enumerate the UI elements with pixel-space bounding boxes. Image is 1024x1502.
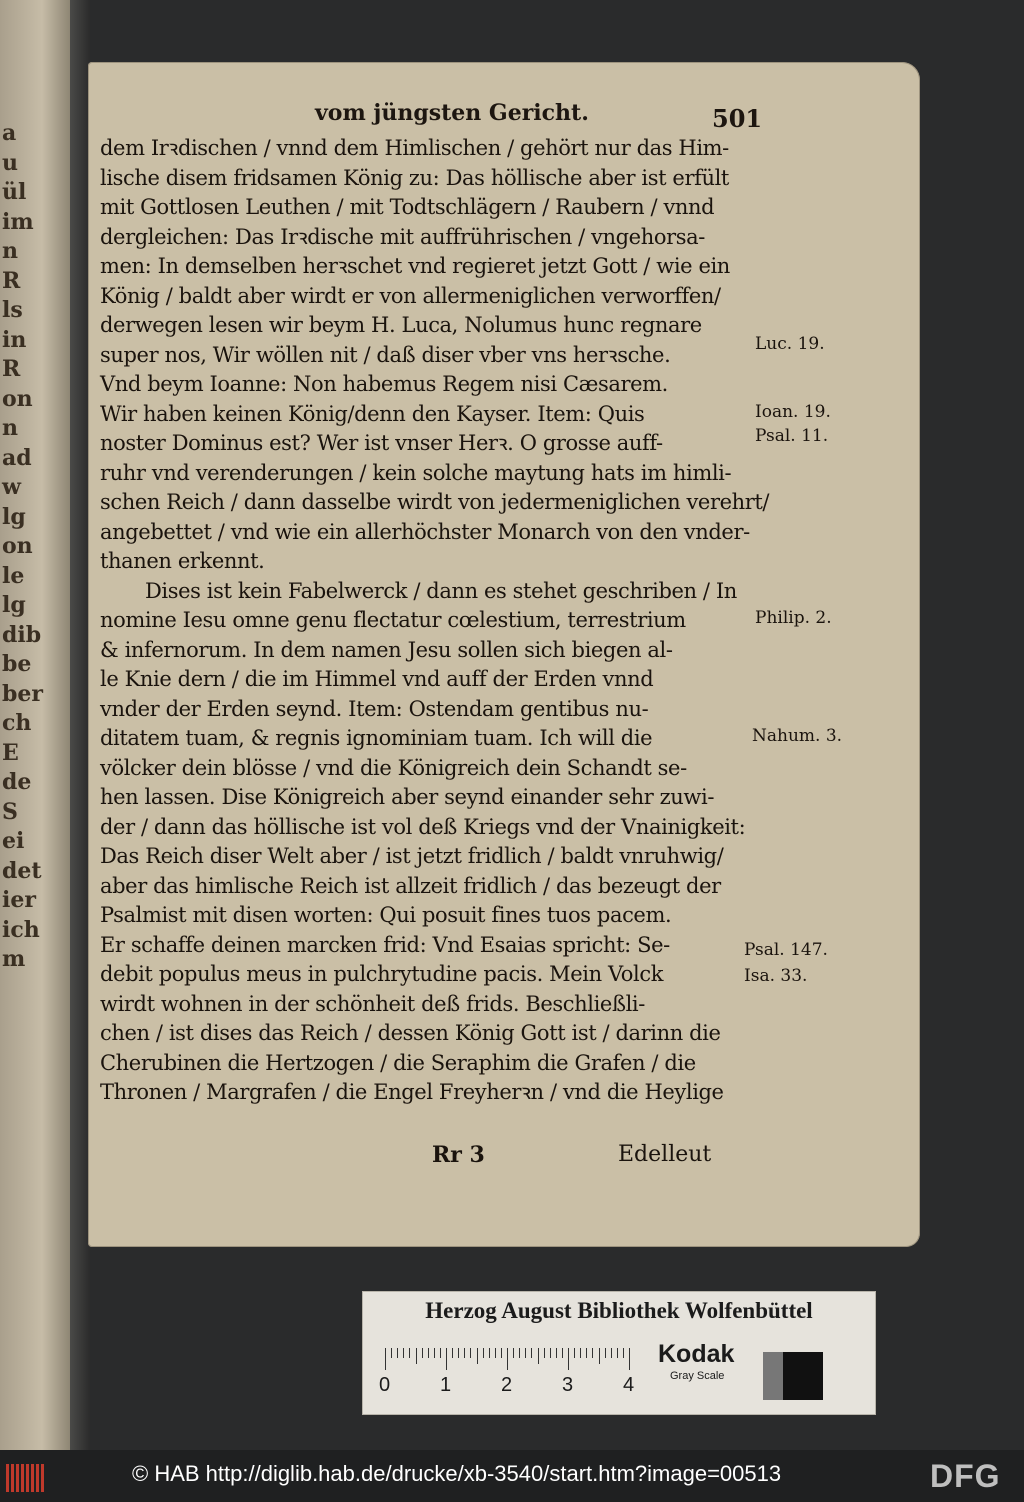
ruler-tick [623, 1348, 624, 1358]
prev-page-fragment: R [2, 267, 21, 294]
margin-note: Isa. 33. [744, 966, 808, 986]
library-label-card [362, 1291, 876, 1415]
ruler-tick [519, 1348, 520, 1358]
dfg-logo[interactable]: DFG [930, 1458, 1001, 1494]
prev-page-fragment: E [2, 739, 19, 766]
ruler-tick [592, 1348, 593, 1358]
ruler-tick [495, 1348, 496, 1358]
margin-note: Luc. 19. [755, 334, 825, 354]
gray-scale-ruler [385, 1348, 641, 1370]
text-line: aber das himlische Reich ist allzeit fridlich / das bezeugt der [100, 873, 721, 898]
text-line: ditatem tuam, & regnis ignominiam tuam. Ich will die [100, 726, 653, 750]
ruler-tick [629, 1348, 630, 1370]
text-line: Psalmist mit disen worten: Qui posuit fines tuos pacem. [100, 903, 672, 927]
text-line: debit populus meus in pulchrytudine pacis. Mein Volck [100, 962, 664, 986]
ruler-numbers [379, 1374, 659, 1398]
ruler-number: 0 [379, 1374, 391, 1396]
prev-page-fragment: ad [2, 444, 32, 471]
text-line: lische disem fridsamen König zu: Das höllische aber ist erfült [100, 165, 729, 190]
prev-page-fragment: on [2, 533, 33, 559]
gray-swatch [759, 1348, 827, 1404]
prev-page-fragment: ül [2, 179, 27, 205]
margin-note: Psal. 11. [755, 426, 829, 446]
prev-page-fragment: w [2, 474, 21, 500]
logo-bar [41, 1464, 44, 1492]
prev-page-fragment: ier [2, 887, 36, 913]
ruler-tick [525, 1348, 526, 1358]
viewer-footer [0, 1450, 1024, 1502]
ruler-number: 4 [623, 1374, 635, 1396]
running-head: vom jüngsten Gericht. [315, 100, 589, 126]
prev-page-fragment: R [2, 356, 21, 382]
ruler-number: 2 [501, 1374, 513, 1396]
text-line: schen Reich / dann dasselbe wirdt von jedermeniglichen verehrt/ [100, 490, 770, 514]
text-line: Vnd beym Ioanne: Non habemus Regem nisi Cæsarem. [100, 372, 668, 396]
prev-page-fragment: ch [2, 710, 32, 736]
text-line: mit Gottlosen Leuthen / mit Todtschlägern / Raubern / vnnd [100, 195, 715, 219]
logo-bar [11, 1464, 14, 1492]
text-line: men: In demselben herꝛschet vnd regieret jetzt Gott / wie ein [100, 254, 730, 278]
prev-page-fragment: im [2, 208, 34, 235]
ruler-tick [538, 1348, 539, 1364]
prev-page-fragment: le [2, 562, 25, 589]
ruler-tick [446, 1348, 447, 1370]
ruler-number: 3 [562, 1374, 574, 1396]
text-line: & infernorum. In dem namen Jesu sollen sich biegen al- [100, 637, 673, 662]
ruler-tick [397, 1348, 398, 1358]
text-line: super nos, Wir wöllen nit / daß diser vber vns herꝛsche. [100, 342, 671, 367]
page-body [100, 134, 770, 1108]
text-line: wirdt wohnen in der schönheit deß frids. Beschließli- [100, 991, 645, 1016]
text-line: völcker dein blösse / vnd die Königreich dein Schandt se- [100, 755, 687, 780]
margin-note: Philip. 2. [755, 608, 832, 628]
ruler-tick [531, 1348, 532, 1358]
ruler-tick [605, 1348, 606, 1358]
previous-page-edge [0, 0, 70, 1450]
text-line: noster Dominus est? Wer ist vnser Herꝛ. O grosse auff- [100, 431, 663, 455]
ruler-tick [422, 1348, 423, 1358]
margin-note: Psal. 147. [744, 940, 828, 960]
prev-page-fragment: be [2, 651, 32, 677]
text-line: der / dann das höllische ist vol deß Kriegs vnd der Vnainigkeit: [100, 814, 746, 839]
prev-page-fragment: u [2, 149, 18, 176]
ruler-tick [568, 1348, 569, 1370]
prev-page-fragment: S [2, 798, 18, 825]
text-line: Er schaffe deinen marcken frid: Vnd Esaias spricht: Se- [100, 932, 670, 957]
text-line: thanen erkennt. [100, 549, 265, 573]
prev-page-fragment: de [2, 769, 32, 795]
ruler-tick [385, 1348, 386, 1370]
text-line: dem Irꝛdischen / vnnd dem Himlischen / gehört nur das Him- [100, 136, 729, 160]
ruler-tick [477, 1348, 478, 1364]
ruler-tick [586, 1348, 587, 1358]
text-line: derwegen lesen wir beym H. Luca, Nolumus hunc regnare [100, 313, 702, 337]
ruler-tick [440, 1348, 441, 1358]
ruler-tick [501, 1348, 502, 1358]
ruler-tick [464, 1348, 465, 1358]
hab-logo-icon[interactable] [6, 1464, 50, 1492]
ruler-tick [452, 1348, 453, 1358]
prev-page-fragment: m [2, 946, 26, 972]
prev-page-fragment: ich [2, 916, 40, 943]
ruler-tick [416, 1348, 417, 1364]
page-number: 501 [712, 104, 763, 133]
ruler-number: 1 [440, 1374, 452, 1396]
book-gutter [70, 0, 90, 1450]
library-name: Herzog August Bibliothek Wolfenbüttel [425, 1298, 813, 1323]
logo-bar [6, 1464, 9, 1492]
text-line: le Knie dern / die im Himmel vnd auff der Erden vnnd [100, 667, 654, 691]
prev-page-fragment: a [2, 120, 17, 146]
ruler-tick [556, 1348, 557, 1358]
prev-page-fragment: ber [2, 680, 43, 707]
ruler-tick [507, 1348, 508, 1370]
ruler-tick [562, 1348, 563, 1358]
ruler-tick [611, 1348, 612, 1358]
prev-page-fragment: on [2, 385, 33, 412]
text-line: König / baldt aber wirdt er von allermeniglichen verworffen/ [100, 283, 721, 308]
ruler-tick [617, 1348, 618, 1358]
prev-page-fragment: ls [2, 297, 23, 323]
ruler-tick [599, 1348, 600, 1364]
ruler-tick [489, 1348, 490, 1358]
prev-page-fragment: n [2, 238, 18, 264]
ruler-tick [409, 1348, 410, 1358]
text-line: dergleichen: Das Irꝛdische mit auffrührischen / vngehorsa- [100, 224, 705, 249]
text-line: hen lassen. Dise Königreich aber seynd einander sehr zuwi- [100, 785, 715, 809]
ruler-tick [483, 1348, 484, 1358]
ruler-tick [574, 1348, 575, 1358]
ruler-tick [513, 1348, 514, 1358]
text-line: vnder der Erden seynd. Item: Ostendam gentibus nu- [100, 696, 649, 721]
ruler-tick [458, 1348, 459, 1358]
prev-page-fragment: dib [2, 621, 42, 648]
ruler-tick [391, 1348, 392, 1358]
prev-page-fragment: in [2, 326, 27, 353]
catchword: Edelleut [618, 1142, 712, 1167]
margin-note: Ioan. 19. [755, 402, 831, 422]
text-line: Wir haben keinen König/denn den Kayser. Item: Quis [100, 401, 645, 426]
text-line: nomine Iesu omne genu flectatur cœlestium, terrestrium [100, 608, 686, 632]
logo-bar [31, 1464, 34, 1492]
margin-note: Nahum. 3. [752, 726, 843, 746]
signature-mark: Rr 3 [432, 1142, 485, 1168]
ruler-tick [544, 1348, 545, 1358]
text-line: Das Reich diser Welt aber / ist jetzt fridlich / baldt vnruhwig/ [100, 844, 724, 868]
prev-page-fragment: det [2, 857, 42, 884]
prev-page-fragment: lg [2, 503, 26, 530]
logo-bar [16, 1464, 19, 1492]
ruler-tick [470, 1348, 471, 1358]
text-line: Thronen / Margrafen / die Engel Freyherꝛn / vnd die Heylige [100, 1080, 724, 1104]
ruler-tick [550, 1348, 551, 1358]
text-line: angebettet / vnd wie ein allerhöchster Monarch von den vnder- [100, 519, 750, 544]
ruler-tick [403, 1348, 404, 1358]
gray-scale-caption: Gray Scale [670, 1370, 725, 1382]
logo-bar [26, 1464, 29, 1492]
kodak-brand: Kodak [658, 1340, 735, 1368]
text-line: ruhr vnd verenderungen / kein solche maytung hats im himli- [100, 460, 732, 485]
text-line: chen / ist dises das Reich / dessen König Gott ist / darinn die [100, 1021, 721, 1045]
copyright-url[interactable]: © HAB http://diglib.hab.de/drucke/xb-3540/start.htm?image=00513 [132, 1461, 782, 1486]
text-line: Cherubinen die Hertzogen / die Seraphim die Grafen / die [100, 1050, 696, 1075]
text-line: Dises ist kein Fabelwerck / dann es stehet geschriben / In [145, 578, 737, 603]
ruler-tick [580, 1348, 581, 1358]
ruler-tick [434, 1348, 435, 1358]
logo-bar [21, 1464, 24, 1492]
prev-page-fragment: n [2, 415, 18, 441]
logo-bar [36, 1464, 39, 1492]
prev-page-fragment: lg [2, 592, 26, 618]
prev-page-fragment: ei [2, 828, 25, 854]
ruler-tick [428, 1348, 429, 1358]
